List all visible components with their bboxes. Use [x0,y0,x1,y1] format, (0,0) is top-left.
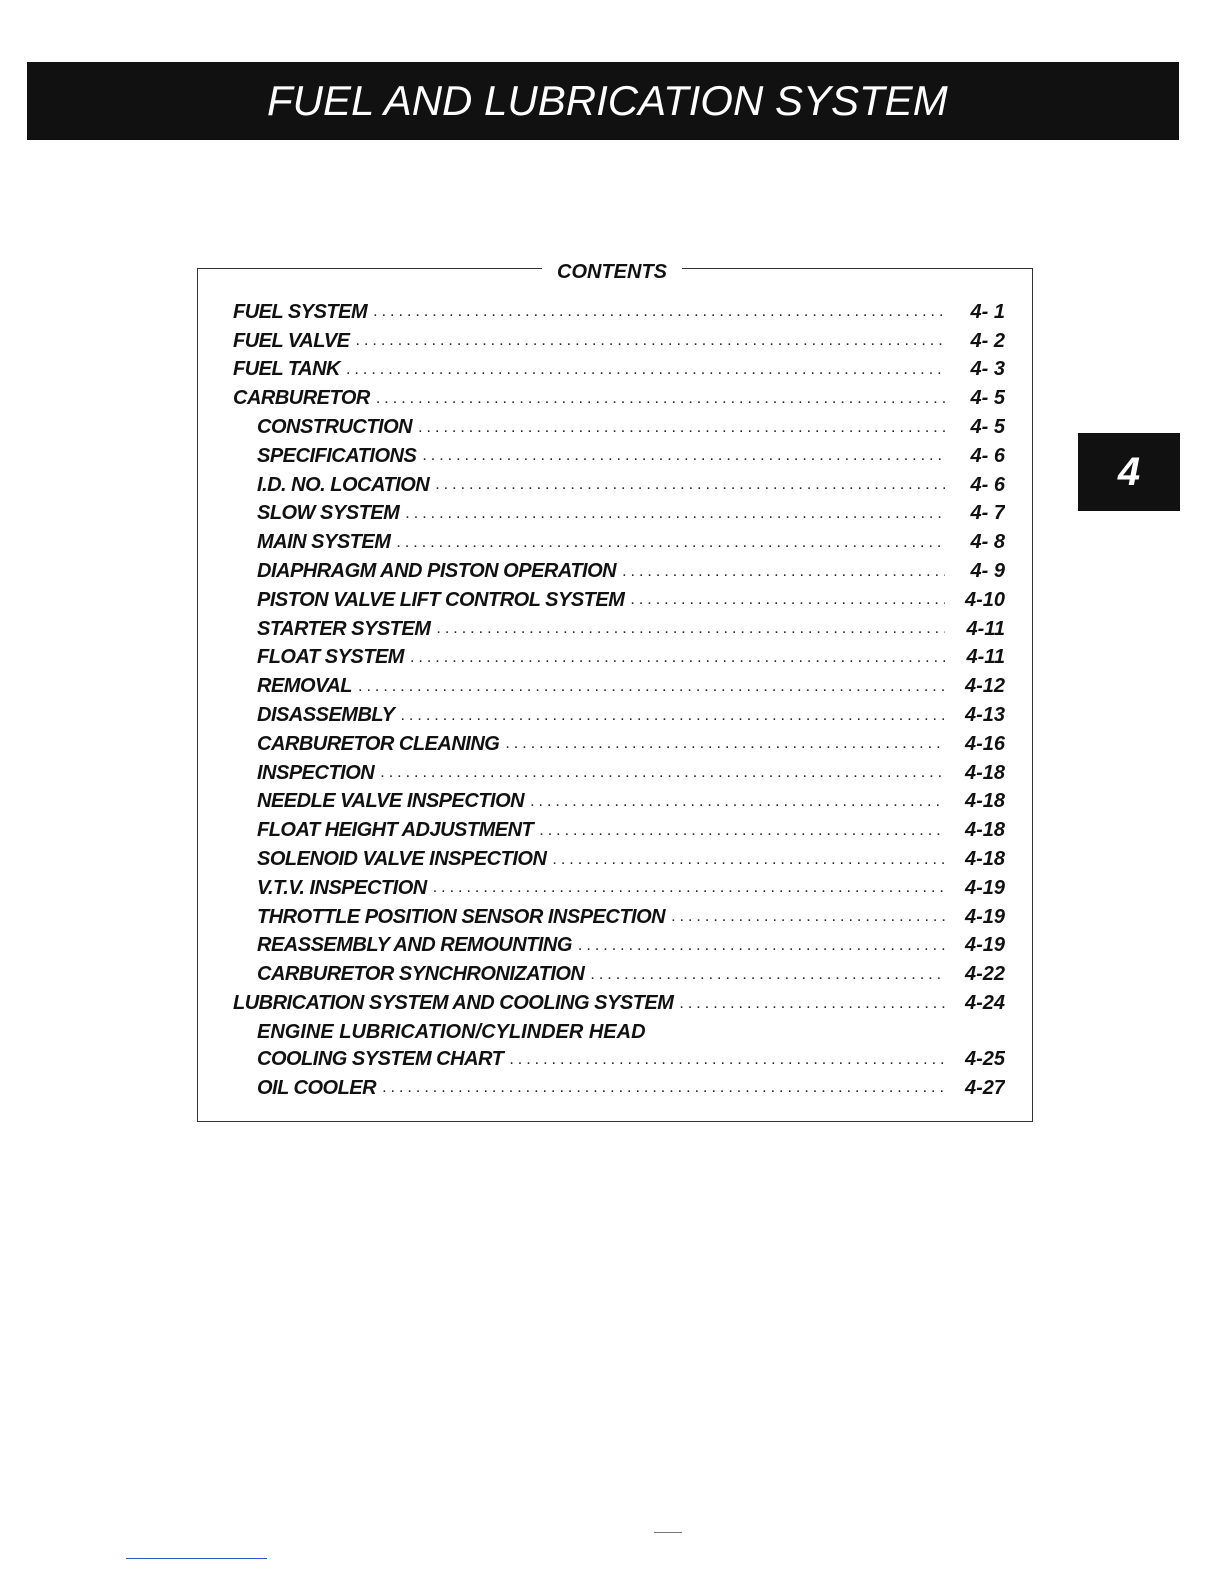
toc-entry-page: 4-16 [964,732,1005,755]
toc-entry-label: SLOW SYSTEM [257,502,400,525]
toc-leader-dots [671,908,945,926]
toc-entry-label: FUEL VALVE [233,329,350,352]
toc-entry-label: CARBURETOR SYNCHRONIZATION [257,963,585,986]
toc-leader-dots [382,1079,945,1097]
chapter-title: FUEL AND LUBRICATION SYSTEM [267,77,948,124]
toc-entry-carburetor-cleaning[interactable] [233,730,1005,759]
toc-entry-label: V.T.V. INSPECTION [257,876,427,899]
toc-entry-page: 4-22 [964,963,1005,986]
toc-entry-page: 4-24 [964,992,1005,1015]
toc-entry-label: CONSTRUCTION [257,416,413,439]
toc-leader-dots [530,793,945,811]
contents-box-top-rule-right [682,268,1033,269]
toc-entry-main-system[interactable] [233,528,1005,557]
toc-entry-solenoid-valve-inspection[interactable] [233,845,1005,874]
toc-entry-float-system[interactable] [233,644,1005,673]
toc-leader-dots [435,476,945,494]
toc-entry-label: FUEL TANK [233,358,340,381]
toc-entry-label: THROTTLE POSITION SENSOR INSPECTION [257,905,666,928]
toc-entry-label: NEEDLE VALVE INSPECTION [257,790,525,813]
toc-entry-page: 4- 9 [970,560,1005,583]
toc-entry-page: 4- 1 [970,300,1005,323]
toc-leader-dots [410,649,945,667]
toc-entry-label: DIAPHRAGM AND PISTON OPERATION [257,560,617,583]
toc-leader-dots [346,361,945,379]
toc-entry-page: 4-18 [964,819,1005,842]
toc-leader-dots [380,764,945,782]
toc-entry-construction[interactable] [233,413,1005,442]
toc-entry-page: 4-11 [966,646,1005,669]
toc-entry-label: FLOAT SYSTEM [257,646,404,669]
toc-entry-carburetor[interactable] [233,384,1005,413]
toc-entry-fuel-system[interactable] [233,298,1005,327]
toc-leader-dots [358,678,945,696]
chapter-number-tab[interactable]: 4 [1078,433,1180,511]
toc-entry-label: OIL COOLER [257,1076,377,1099]
toc-entry-oil-cooler[interactable] [233,1074,1005,1103]
footer-rule-link [126,1558,267,1559]
toc-entry-page: 4-10 [964,588,1005,611]
toc-entry-fuel-tank[interactable] [233,356,1005,385]
toc-entry-piston-valve-lift-control-system[interactable] [233,586,1005,615]
toc-entry-page: 4-13 [964,704,1005,727]
toc-entry-label: FLOAT HEIGHT ADJUSTMENT [257,819,534,842]
toc-entry-throttle-position-sensor-inspection[interactable] [233,903,1005,932]
toc-entry-page: 4- 8 [970,531,1005,554]
toc-entry-page: 4-19 [964,876,1005,899]
toc-entry-label-line1: ENGINE LUBRICATION/CYLINDER HEAD [257,1020,646,1043]
toc-entry-label: REASSEMBLY AND REMOUNTING [257,934,572,957]
contents-box-top-rule-left [197,268,542,269]
toc-entry-lubrication-system-and-cooling-system[interactable] [233,989,1005,1018]
toc-entry-page: 4-11 [966,617,1005,640]
toc-leader-dots [539,822,945,840]
toc-entry-label: CARBURETOR CLEANING [257,732,500,755]
toc-entry-page: 4-18 [964,848,1005,871]
table-of-contents [233,298,1005,1103]
toc-entry-label: I.D. NO. LOCATION [257,473,430,496]
toc-entry-page: 4- 6 [970,444,1005,467]
toc-leader-dots [433,879,945,897]
toc-entry-page: 4- 5 [970,416,1005,439]
toc-leader-dots [552,851,945,869]
toc-leader-dots [376,390,945,408]
toc-leader-dots [373,303,945,321]
toc-entry-page: 4-19 [964,934,1005,957]
toc-entry-label: CARBURETOR [233,387,370,410]
toc-entry-label-line2: COOLING SYSTEM CHART [257,1048,504,1071]
toc-entry-page: 4- 2 [970,329,1005,352]
toc-entry-specifications[interactable] [233,442,1005,471]
toc-entry-page: 4-27 [964,1076,1005,1099]
toc-leader-dots [622,563,945,581]
toc-leader-dots [505,735,945,753]
toc-entry-float-height-adjustment[interactable] [233,816,1005,845]
chapter-title-bar [27,62,1179,140]
toc-entry-carburetor-synchronization[interactable] [233,960,1005,989]
toc-entry-label: SOLENOID VALVE INSPECTION [257,848,547,871]
toc-entry-starter-system[interactable] [233,615,1005,644]
toc-entry-reassembly-and-remounting[interactable] [233,932,1005,961]
toc-entry-needle-valve-inspection[interactable] [233,788,1005,817]
toc-entry-page: 4- 3 [970,358,1005,381]
toc-entry-label: REMOVAL [257,675,353,698]
toc-entry-page: 4- 6 [970,473,1005,496]
toc-leader-dots [436,620,945,638]
toc-leader-dots [405,505,945,523]
contents-heading: CONTENTS [557,261,667,283]
toc-entry-label: FUEL SYSTEM [233,300,368,323]
toc-leader-dots [400,707,945,725]
toc-leader-dots [630,591,945,609]
footer-rule-short [654,1532,682,1533]
toc-entry-page: 4-18 [964,790,1005,813]
toc-leader-dots [422,447,945,465]
toc-leader-dots [578,937,945,955]
toc-entry-page: 4-25 [964,1048,1005,1071]
toc-entry-label: INSPECTION [257,761,375,784]
toc-entry-inspection[interactable] [233,759,1005,788]
toc-entry-page: 4-19 [964,905,1005,928]
toc-entry-label: MAIN SYSTEM [257,531,391,554]
toc-entry-page: 4- 5 [970,387,1005,410]
toc-leader-dots [679,995,945,1013]
toc-entry-page: 4-18 [964,761,1005,784]
toc-entry-label: SPECIFICATIONS [257,444,417,467]
toc-entry-removal[interactable] [233,672,1005,701]
toc-entry-disassembly[interactable] [233,701,1005,730]
toc-entry-slow-system[interactable] [233,500,1005,529]
toc-entry-label: PISTON VALVE LIFT CONTROL SYSTEM [257,588,625,611]
toc-leader-dots [590,966,945,984]
toc-leader-dots [396,534,945,552]
toc-entry-label: STARTER SYSTEM [257,617,431,640]
toc-entry-page: 4-12 [964,675,1005,698]
toc-leader-dots [418,419,945,437]
toc-entry-fuel-valve[interactable] [233,327,1005,356]
toc-entry-vtv-inspection[interactable] [233,874,1005,903]
toc-leader-dots [356,332,945,350]
toc-leader-dots [509,1051,945,1069]
toc-entry-label: LUBRICATION SYSTEM AND COOLING SYSTEM [233,992,674,1015]
toc-entry-id-no-location[interactable] [233,471,1005,500]
toc-entry-engine-lubrication-cooling-chart[interactable] [233,1018,1005,1074]
toc-entry-page: 4- 7 [970,502,1005,525]
toc-entry-diaphragm-and-piston-operation[interactable] [233,557,1005,586]
toc-entry-label: DISASSEMBLY [257,704,395,727]
